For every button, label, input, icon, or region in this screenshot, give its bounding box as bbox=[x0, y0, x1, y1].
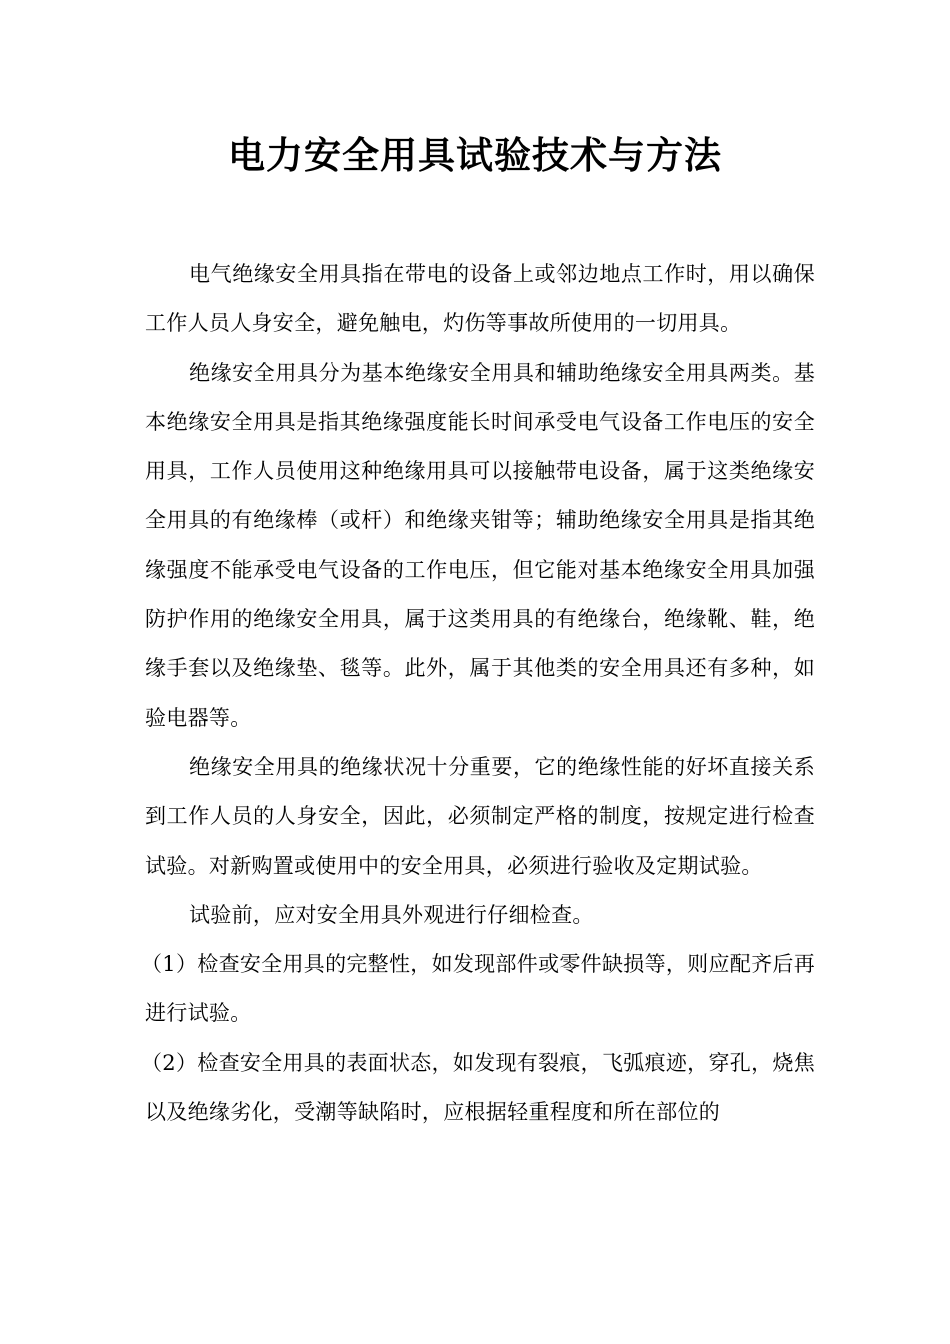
list-item-completeness: （1）检查安全用具的完整性，如发现部件或零件缺损等，则应配齐后再进行试验。 bbox=[141, 952, 815, 1026]
paragraph-definition: 电气绝缘安全用具指在带电的设备上或邻边地点工作时，用以确保工作人员人身安全，避免触电，灼伤等事故所使用的一切用具。 bbox=[145, 262, 815, 336]
list-item-surface-state: （2）检查安全用具的表面状态，如发现有裂痕，飞弧痕迹，穿孔，烧焦以及绝缘劣化，受潮等缺陷时，应根据轻重程度和所在部位的 bbox=[141, 1050, 815, 1125]
paragraph-classification: 绝缘安全用具分为基本绝缘安全用具和辅助绝缘安全用具两类。基本绝缘安全用具是指其绝缘强度能长时间承受电气设备工作电压的安全用具，工作人员使用这种绝缘用具可以接触带电设备，属于这类绝缘安全用具的有绝缘棒（或杆）和绝缘夹钳等；辅助绝缘安全用具是指其绝缘强度不能承受电气设备的工作电压，但它能对基本绝缘安全用具加强防护作用的绝缘安全用具，属于这类用具的有绝缘台，绝缘靴、鞋，绝缘手套以及绝缘垫、毯等。此外，属于其他类的安全用具还有多种，如验电器等。 bbox=[145, 360, 815, 730]
document-body bbox=[141, 250, 815, 1137]
paragraph-importance: 绝缘安全用具的绝缘状况十分重要，它的绝缘性能的好坏直接关系到工作人员的人身安全，因此，必须制定严格的制度，按规定进行检查试验。对新购置或使用中的安全用具，必须进行验收及定期试验。 bbox=[145, 754, 815, 878]
paragraph-pre-test-check: 试验前，应对安全用具外观进行仔细检查。 bbox=[189, 902, 594, 927]
document-title: 电力安全用具试验技术与方法 bbox=[228, 133, 722, 177]
